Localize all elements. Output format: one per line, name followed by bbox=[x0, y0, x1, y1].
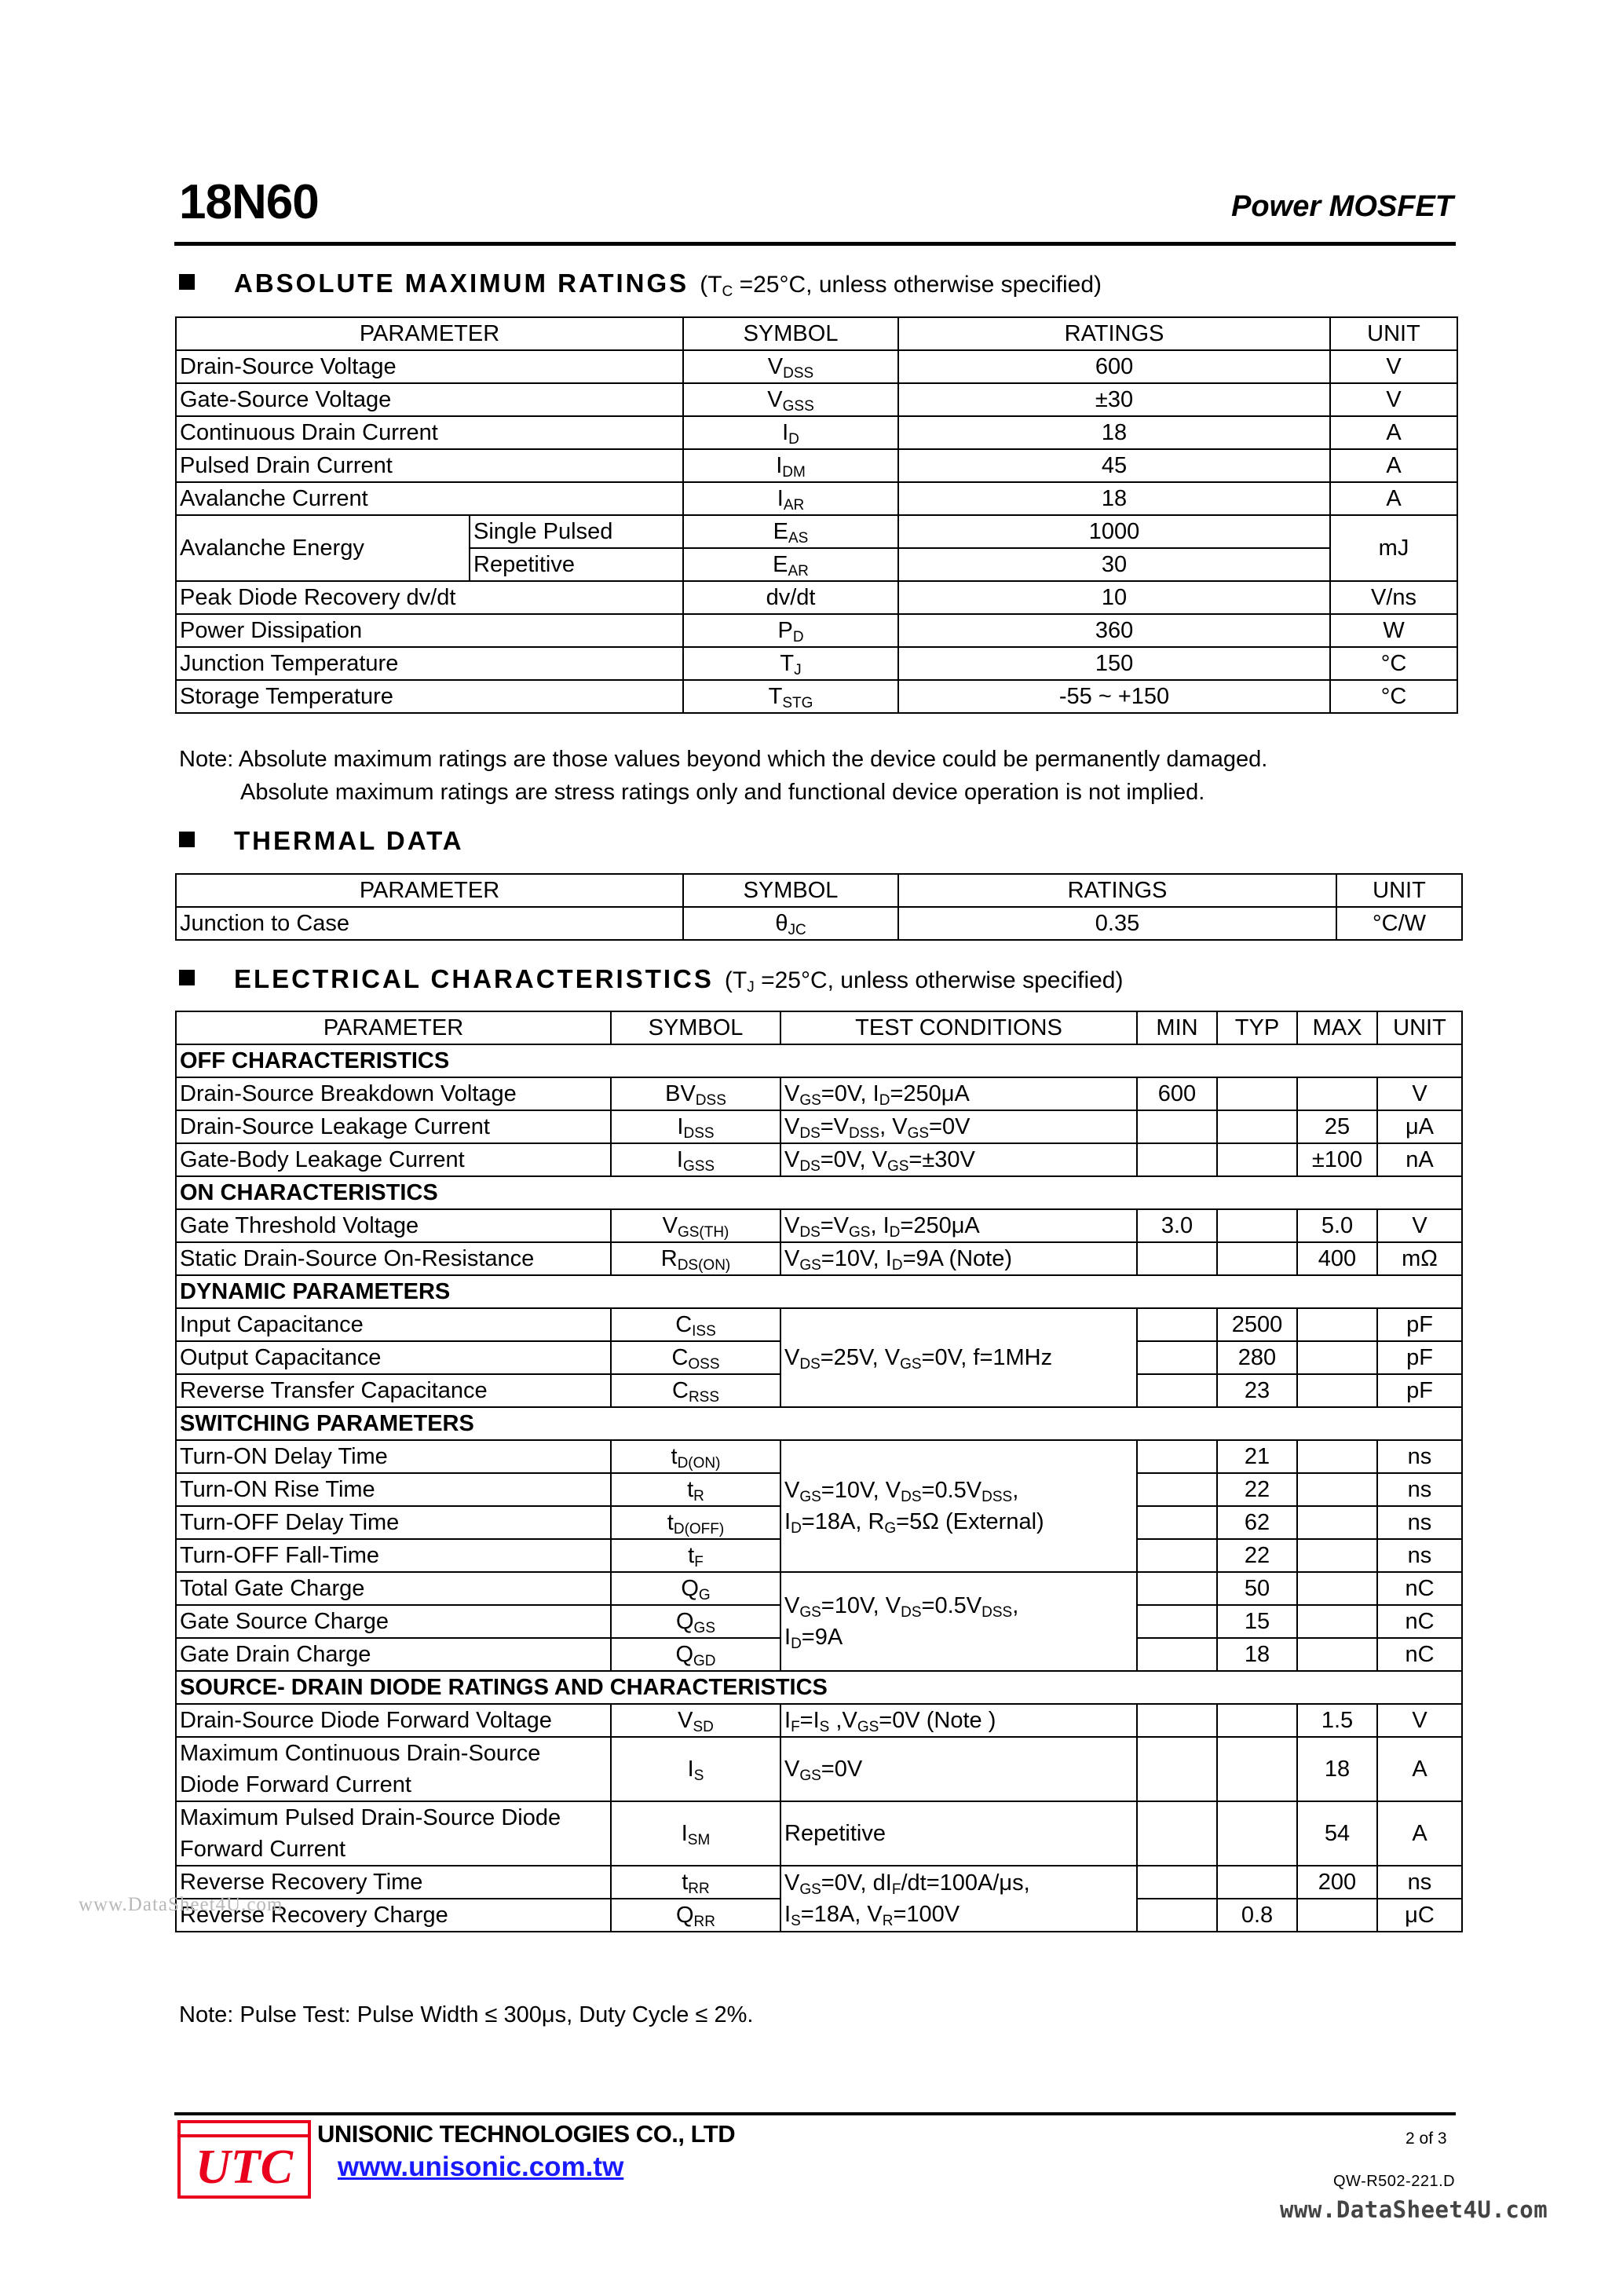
param-cell: Power Dissipation bbox=[176, 614, 683, 647]
unit-cell: ns bbox=[1377, 1506, 1462, 1539]
min-cell bbox=[1137, 1308, 1217, 1341]
table-header-row bbox=[176, 317, 1457, 350]
unit-cell: ns bbox=[1377, 1473, 1462, 1506]
rating-cell: 45 bbox=[898, 449, 1330, 482]
test-cell: $V_{DS}=V_{DSS}$, $V_{GS}=0V$ bbox=[780, 1110, 1137, 1143]
symbol-cell: $I_S$ bbox=[611, 1737, 780, 1801]
unit-cell: V bbox=[1330, 383, 1457, 416]
subsection-switching-label: SWITCHING PARAMETERS bbox=[176, 1407, 1462, 1440]
max-cell: 200 bbox=[1297, 1866, 1377, 1899]
max-cell bbox=[1297, 1440, 1377, 1473]
typ-cell bbox=[1217, 1866, 1297, 1899]
table-row bbox=[176, 416, 1457, 449]
max-cell: 1.5 bbox=[1297, 1704, 1377, 1737]
col-header-ratings: RATINGS bbox=[898, 317, 1330, 350]
max-cell: 18 bbox=[1297, 1737, 1377, 1801]
unit-cell: pF bbox=[1377, 1308, 1462, 1341]
subsection-off-label: OFF CHARACTERISTICS bbox=[176, 1044, 1462, 1077]
unit-cell: μA bbox=[1377, 1110, 1462, 1143]
max-cell bbox=[1297, 1077, 1377, 1110]
test-line: $V_{GS}=0V$, $dI_F/dt=100A/\mu s$, bbox=[784, 1870, 1030, 1898]
subsection-row bbox=[176, 1275, 1462, 1308]
max-cell bbox=[1297, 1638, 1377, 1671]
subsection-row bbox=[176, 1671, 1462, 1704]
table-row bbox=[176, 907, 1462, 940]
symbol-cell: $P_D$ bbox=[683, 614, 898, 647]
table-row bbox=[176, 581, 1457, 614]
company-name: UNISONIC TECHNOLOGIES CO., LTD bbox=[317, 2120, 736, 2148]
test-line: $I_D=18A$, $R_G=5\Omega$ (External) bbox=[784, 1509, 1044, 1537]
table-row bbox=[176, 1440, 1462, 1473]
rating-cell: 1000 bbox=[898, 515, 1330, 548]
table-row bbox=[176, 680, 1457, 713]
sub-param-cell: Repetitive bbox=[470, 548, 683, 581]
min-cell bbox=[1137, 1242, 1217, 1275]
section-title-thermal bbox=[179, 826, 464, 856]
symbol-cell: $T_J$ bbox=[683, 647, 898, 680]
rating-cell: 600 bbox=[898, 350, 1330, 383]
table-row bbox=[176, 449, 1457, 482]
unit-cell: V bbox=[1330, 350, 1457, 383]
col-header-symbol: SYMBOL bbox=[683, 317, 898, 350]
max-cell bbox=[1297, 1341, 1377, 1374]
company-website-link[interactable]: www.unisonic.com.tw bbox=[338, 2152, 624, 2182]
param-cell: Drain-Source Breakdown Voltage bbox=[176, 1077, 611, 1110]
param-cell: Turn-OFF Fall-Time bbox=[176, 1539, 611, 1572]
max-cell bbox=[1297, 1899, 1377, 1932]
unit-cell: °C/W bbox=[1336, 907, 1462, 940]
param-cell: Reverse Recovery Time bbox=[176, 1866, 611, 1899]
param-cell: Turn-ON Rise Time bbox=[176, 1473, 611, 1506]
typ-cell: 280 bbox=[1217, 1341, 1297, 1374]
part-number: 18N60 bbox=[179, 175, 319, 229]
max-cell bbox=[1297, 1572, 1377, 1605]
param-cell: Output Capacitance bbox=[176, 1341, 611, 1374]
param-cell: Avalanche Energy bbox=[176, 515, 470, 581]
unit-cell: nC bbox=[1377, 1572, 1462, 1605]
col-header-max: MAX bbox=[1297, 1011, 1377, 1044]
unit-cell: °C bbox=[1330, 647, 1457, 680]
max-cell: 400 bbox=[1297, 1242, 1377, 1275]
table-row bbox=[176, 1242, 1462, 1275]
table-row bbox=[176, 383, 1457, 416]
abs-max-title: ABSOLUTE MAXIMUM RATINGS bbox=[234, 269, 689, 298]
table-row bbox=[176, 350, 1457, 383]
col-header-symbol: SYMBOL bbox=[683, 874, 898, 907]
symbol-cell: $t_{RR}$ bbox=[611, 1866, 780, 1899]
table-row bbox=[176, 515, 1457, 548]
section-title-electrical bbox=[179, 964, 1123, 994]
min-cell bbox=[1137, 1737, 1217, 1801]
col-header-min: MIN bbox=[1137, 1011, 1217, 1044]
param-cell: Static Drain-Source On-Resistance bbox=[176, 1242, 611, 1275]
table-row bbox=[176, 1704, 1462, 1737]
param-cell: Maximum Continuous Drain-Source Diode Forward Current bbox=[176, 1737, 611, 1801]
min-cell bbox=[1137, 1143, 1217, 1176]
max-cell: 54 bbox=[1297, 1801, 1377, 1866]
table-row bbox=[176, 1737, 1462, 1801]
bullet-square-icon bbox=[179, 274, 195, 290]
param-cell: Gate-Source Voltage bbox=[176, 383, 683, 416]
symbol-cell: $I_{DSS}$ bbox=[611, 1110, 780, 1143]
test-cell bbox=[780, 1866, 1137, 1932]
unit-cell: ns bbox=[1377, 1866, 1462, 1899]
symbol-cell: $\theta_{JC}$ bbox=[683, 907, 898, 940]
max-cell: 5.0 bbox=[1297, 1209, 1377, 1242]
symbol-cell: $I_{DM}$ bbox=[683, 449, 898, 482]
max-cell bbox=[1297, 1308, 1377, 1341]
electrical-title: ELECTRICAL CHARACTERISTICS bbox=[234, 964, 714, 993]
test-cell bbox=[780, 1440, 1137, 1572]
subsection-row bbox=[176, 1044, 1462, 1077]
param-cell: Input Capacitance bbox=[176, 1308, 611, 1341]
table-row bbox=[176, 1143, 1462, 1176]
unit-cell: V/ns bbox=[1330, 581, 1457, 614]
thermal-table bbox=[175, 873, 1463, 941]
sub-param-cell: Single Pulsed bbox=[470, 515, 683, 548]
unit-cell: μC bbox=[1377, 1899, 1462, 1932]
param-cell: Avalanche Current bbox=[176, 482, 683, 515]
min-cell bbox=[1137, 1539, 1217, 1572]
unit-cell: V bbox=[1377, 1209, 1462, 1242]
col-header-parameter: PARAMETER bbox=[176, 317, 683, 350]
param-cell: Drain-Source Diode Forward Voltage bbox=[176, 1704, 611, 1737]
unit-cell: nC bbox=[1377, 1638, 1462, 1671]
symbol-cell: $C_{RSS}$ bbox=[611, 1374, 780, 1407]
typ-cell bbox=[1217, 1209, 1297, 1242]
symbol-cell: $V_{DSS}$ bbox=[683, 350, 898, 383]
typ-cell: 21 bbox=[1217, 1440, 1297, 1473]
rating-cell: 0.35 bbox=[898, 907, 1336, 940]
table-row bbox=[176, 1110, 1462, 1143]
symbol-cell: $R_{DS(ON)}$ bbox=[611, 1242, 780, 1275]
param-cell: Drain-Source Voltage bbox=[176, 350, 683, 383]
test-cell: $V_{GS}=10V$, $I_D=9A$ (Note) bbox=[780, 1242, 1137, 1275]
typ-cell: 62 bbox=[1217, 1506, 1297, 1539]
abs-max-note-1: Note: Absolute maximum ratings are those values beyond which the device could be permanently damaged. bbox=[179, 747, 1268, 772]
rating-cell: 18 bbox=[898, 416, 1330, 449]
col-header-unit: UNIT bbox=[1330, 317, 1457, 350]
table-row bbox=[176, 1866, 1462, 1899]
section-title-abs-max bbox=[179, 269, 1102, 298]
table-row bbox=[176, 647, 1457, 680]
side-watermark: www.DataSheet4U.com bbox=[79, 1894, 283, 1915]
header-rule bbox=[174, 242, 1456, 246]
document-type: Power MOSFET bbox=[1231, 190, 1453, 223]
min-cell bbox=[1137, 1572, 1217, 1605]
test-cell: Repetitive bbox=[780, 1801, 1137, 1866]
min-cell bbox=[1137, 1899, 1217, 1932]
unit-cell: V bbox=[1377, 1704, 1462, 1737]
subsection-on-label: ON CHARACTERISTICS bbox=[176, 1176, 1462, 1209]
max-cell bbox=[1297, 1539, 1377, 1572]
table-row bbox=[176, 482, 1457, 515]
symbol-cell: $I_{SM}$ bbox=[611, 1801, 780, 1866]
typ-cell bbox=[1217, 1110, 1297, 1143]
max-cell bbox=[1297, 1605, 1377, 1638]
utc-logo-icon bbox=[177, 2120, 311, 2199]
min-cell bbox=[1137, 1374, 1217, 1407]
param-cell: Junction to Case bbox=[176, 907, 683, 940]
abs-max-note-2: Absolute maximum ratings are stress ratings only and functional device operation is not implied. bbox=[240, 780, 1205, 805]
param-cell: Reverse Transfer Capacitance bbox=[176, 1374, 611, 1407]
subsection-row bbox=[176, 1407, 1462, 1440]
unit-cell: A bbox=[1330, 482, 1457, 515]
symbol-cell: $V_{GS(TH)}$ bbox=[611, 1209, 780, 1242]
max-cell: 25 bbox=[1297, 1110, 1377, 1143]
unit-cell: nC bbox=[1377, 1605, 1462, 1638]
unit-cell: nA bbox=[1377, 1143, 1462, 1176]
table-row bbox=[176, 1308, 1462, 1341]
abs-max-table bbox=[175, 316, 1458, 714]
param-cell: Turn-ON Delay Time bbox=[176, 1440, 611, 1473]
bullet-square-icon bbox=[179, 832, 195, 847]
table-row bbox=[176, 1209, 1462, 1242]
max-cell bbox=[1297, 1374, 1377, 1407]
param-cell: Peak Diode Recovery dv/dt bbox=[176, 581, 683, 614]
symbol-cell: $t_{D(ON)}$ bbox=[611, 1440, 780, 1473]
symbol-cell: $t_F$ bbox=[611, 1539, 780, 1572]
min-cell bbox=[1137, 1110, 1217, 1143]
typ-cell: 15 bbox=[1217, 1605, 1297, 1638]
col-header-ratings: RATINGS bbox=[898, 874, 1336, 907]
symbol-cell: $E_{AS}$ bbox=[683, 515, 898, 548]
abs-max-condition: ($T_C =25^\circ C$, unless otherwise specified) bbox=[700, 272, 1102, 300]
rating-cell: 150 bbox=[898, 647, 1330, 680]
rating-cell: 18 bbox=[898, 482, 1330, 515]
table-header-row bbox=[176, 874, 1462, 907]
unit-cell: A bbox=[1330, 416, 1457, 449]
rating-cell: 10 bbox=[898, 581, 1330, 614]
document-code: QW-R502-221.D bbox=[1333, 2173, 1456, 2190]
typ-cell bbox=[1217, 1143, 1297, 1176]
test-line: $V_{GS}=10V$, $V_{DS}=0.5V_{DSS}$, bbox=[784, 1478, 1019, 1505]
symbol-cell: $V_{SD}$ bbox=[611, 1704, 780, 1737]
col-header-parameter: PARAMETER bbox=[176, 1011, 611, 1044]
col-header-symbol: SYMBOL bbox=[611, 1011, 780, 1044]
min-cell bbox=[1137, 1473, 1217, 1506]
min-cell bbox=[1137, 1866, 1217, 1899]
col-header-unit: UNIT bbox=[1336, 874, 1462, 907]
electrical-table bbox=[175, 1011, 1463, 1932]
symbol-cell: $t_{D(OFF)}$ bbox=[611, 1506, 780, 1539]
electrical-condition: ($T_J =25^\circ C$, unless otherwise specified) bbox=[724, 967, 1124, 996]
logo-text: UTC bbox=[196, 2141, 293, 2194]
symbol-cell: $Q_{RR}$ bbox=[611, 1899, 780, 1932]
electrical-note: Note: Pulse Test: Pulse Width ≤ 300μs, Duty Cycle ≤ 2%. bbox=[179, 2002, 754, 2027]
param-cell: Gate Drain Charge bbox=[176, 1638, 611, 1671]
unit-cell: V bbox=[1377, 1077, 1462, 1110]
max-cell: ±100 bbox=[1297, 1143, 1377, 1176]
bullet-square-icon bbox=[179, 970, 195, 985]
param-cell: Pulsed Drain Current bbox=[176, 449, 683, 482]
symbol-cell: $Q_G$ bbox=[611, 1572, 780, 1605]
typ-cell: 18 bbox=[1217, 1638, 1297, 1671]
param-cell: Junction Temperature bbox=[176, 647, 683, 680]
typ-cell bbox=[1217, 1737, 1297, 1801]
thermal-title: THERMAL DATA bbox=[234, 826, 464, 855]
min-cell bbox=[1137, 1638, 1217, 1671]
min-cell bbox=[1137, 1341, 1217, 1374]
typ-cell: 50 bbox=[1217, 1572, 1297, 1605]
test-line: $I_D=9A$ bbox=[784, 1625, 843, 1652]
unit-cell: mΩ bbox=[1377, 1242, 1462, 1275]
symbol-cell: dv/dt bbox=[683, 581, 898, 614]
symbol-cell: $Q_{GS}$ bbox=[611, 1605, 780, 1638]
param-cell: Gate Threshold Voltage bbox=[176, 1209, 611, 1242]
table-header-row bbox=[176, 1011, 1462, 1044]
test-cell: $V_{DS}=25V$, $V_{GS}=0V$, f=1MHz bbox=[780, 1308, 1137, 1407]
table-row bbox=[176, 1801, 1462, 1866]
symbol-cell: $V_{GSS}$ bbox=[683, 383, 898, 416]
rating-cell: 360 bbox=[898, 614, 1330, 647]
test-line: $I_S=18A$, $V_R=100V$ bbox=[784, 1902, 960, 1929]
symbol-cell: $BV_{DSS}$ bbox=[611, 1077, 780, 1110]
typ-cell: 0.8 bbox=[1217, 1899, 1297, 1932]
param-cell: Total Gate Charge bbox=[176, 1572, 611, 1605]
test-cell bbox=[780, 1572, 1137, 1671]
symbol-cell: $I_{AR}$ bbox=[683, 482, 898, 515]
page-number: 2 of 3 bbox=[1406, 2130, 1447, 2148]
param-cell: Maximum Pulsed Drain-Source Diode Forward Current bbox=[176, 1801, 611, 1866]
unit-cell: ns bbox=[1377, 1440, 1462, 1473]
unit-cell: W bbox=[1330, 614, 1457, 647]
unit-cell: pF bbox=[1377, 1341, 1462, 1374]
test-cell: $I_F=I_S$ $,V_{GS}=0V$ (Note ) bbox=[780, 1704, 1137, 1737]
symbol-cell: $Q_{GD}$ bbox=[611, 1638, 780, 1671]
col-header-unit: UNIT bbox=[1377, 1011, 1462, 1044]
unit-cell: mJ bbox=[1330, 515, 1457, 581]
unit-cell: A bbox=[1330, 449, 1457, 482]
symbol-cell: $I_{GSS}$ bbox=[611, 1143, 780, 1176]
test-cell: $V_{DS}=0V$, $V_{GS}=\pm 30V$ bbox=[780, 1143, 1137, 1176]
param-cell: Reverse Recovery Charge bbox=[176, 1899, 611, 1932]
table-row bbox=[176, 1572, 1462, 1605]
unit-cell: A bbox=[1377, 1737, 1462, 1801]
max-cell bbox=[1297, 1473, 1377, 1506]
unit-cell: °C bbox=[1330, 680, 1457, 713]
subsection-row bbox=[176, 1176, 1462, 1209]
symbol-cell: $E_{AR}$ bbox=[683, 548, 898, 581]
param-cell: Continuous Drain Current bbox=[176, 416, 683, 449]
rating-cell: 30 bbox=[898, 548, 1330, 581]
min-cell bbox=[1137, 1801, 1217, 1866]
param-cell: Drain-Source Leakage Current bbox=[176, 1110, 611, 1143]
rating-cell: ±30 bbox=[898, 383, 1330, 416]
param-cell: Storage Temperature bbox=[176, 680, 683, 713]
min-cell bbox=[1137, 1605, 1217, 1638]
min-cell: 3.0 bbox=[1137, 1209, 1217, 1242]
param-cell: Gate-Body Leakage Current bbox=[176, 1143, 611, 1176]
typ-cell: 23 bbox=[1217, 1374, 1297, 1407]
subsection-diode-label: SOURCE- DRAIN DIODE RATINGS AND CHARACTERISTICS bbox=[176, 1671, 1462, 1704]
rating-cell: -55 ~ +150 bbox=[898, 680, 1330, 713]
test-cell: $V_{GS}=0V$, $I_D=250\mu A$ bbox=[780, 1077, 1137, 1110]
unit-cell: ns bbox=[1377, 1539, 1462, 1572]
min-cell bbox=[1137, 1506, 1217, 1539]
footer-rule bbox=[174, 2112, 1456, 2115]
test-cell: $V_{GS}=0V$ bbox=[780, 1737, 1137, 1801]
col-header-parameter: PARAMETER bbox=[176, 874, 683, 907]
typ-cell: 22 bbox=[1217, 1473, 1297, 1506]
table-row bbox=[176, 614, 1457, 647]
typ-cell bbox=[1217, 1704, 1297, 1737]
unit-cell: pF bbox=[1377, 1374, 1462, 1407]
table-row bbox=[176, 1077, 1462, 1110]
test-cell: $V_{DS}=V_{GS}$, $I_D=250\mu A$ bbox=[780, 1209, 1137, 1242]
symbol-cell: $C_{OSS}$ bbox=[611, 1341, 780, 1374]
min-cell bbox=[1137, 1440, 1217, 1473]
test-line: $V_{GS}=10V$, $V_{DS}=0.5V_{DSS}$, bbox=[784, 1593, 1019, 1621]
col-header-typ: TYP bbox=[1217, 1011, 1297, 1044]
typ-cell bbox=[1217, 1242, 1297, 1275]
symbol-cell: $T_{STG}$ bbox=[683, 680, 898, 713]
subsection-dynamic-label: DYNAMIC PARAMETERS bbox=[176, 1275, 1462, 1308]
symbol-cell: $I_D$ bbox=[683, 416, 898, 449]
param-cell: Gate Source Charge bbox=[176, 1605, 611, 1638]
typ-cell: 22 bbox=[1217, 1539, 1297, 1572]
max-cell bbox=[1297, 1506, 1377, 1539]
param-cell: Turn-OFF Delay Time bbox=[176, 1506, 611, 1539]
unit-cell: A bbox=[1377, 1801, 1462, 1866]
typ-cell: 2500 bbox=[1217, 1308, 1297, 1341]
typ-cell bbox=[1217, 1801, 1297, 1866]
col-header-test-conditions: TEST CONDITIONS bbox=[780, 1011, 1137, 1044]
symbol-cell: $t_R$ bbox=[611, 1473, 780, 1506]
symbol-cell: $C_{ISS}$ bbox=[611, 1308, 780, 1341]
min-cell: 600 bbox=[1137, 1077, 1217, 1110]
min-cell bbox=[1137, 1704, 1217, 1737]
bottom-watermark: www.DataSheet4U.com bbox=[1280, 2196, 1548, 2223]
typ-cell bbox=[1217, 1077, 1297, 1110]
